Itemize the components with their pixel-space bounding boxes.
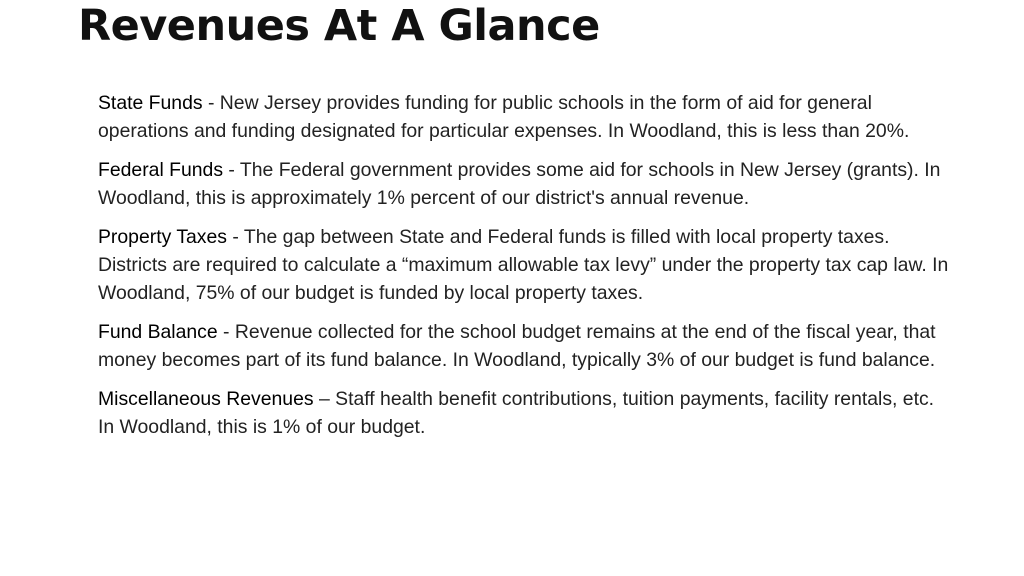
revenue-term: Property Taxes [98, 226, 227, 248]
revenue-item-fund-balance [98, 318, 950, 374]
revenue-term: Fund Balance [98, 321, 218, 343]
revenue-term: Federal Funds [98, 159, 224, 181]
slide-title: Revenues At A Glance [78, 1, 600, 51]
revenue-item-property-taxes [98, 223, 950, 307]
revenue-term: State Funds [98, 92, 203, 114]
revenue-description: – Staff health benefit contributions, tuition payments, facility rentals, etc. In Woodland, this is 1% of our budget. [98, 388, 935, 438]
revenue-item-state-funds [98, 89, 950, 145]
revenue-description: - New Jersey provides funding for public schools in the form of aid for general operations and funding designated for particular expenses. In Woodland, this is less than 20%. [98, 92, 910, 142]
revenue-list [98, 89, 950, 452]
revenue-item-miscellaneous-revenues [98, 385, 950, 441]
revenue-term: Miscellaneous Revenues [98, 388, 314, 410]
revenue-description: - The gap between State and Federal funds is filled with local property taxes. Districts are required to calculate a “maximum allowable tax levy” under the property tax cap law. In Woodland, 75% of our budget is funded by local property taxes. [98, 226, 949, 304]
revenue-description: - The Federal government provides some aid for schools in New Jersey (grants). In Woodland, this is approximately 1% percent of our district's annual revenue. [98, 159, 941, 209]
revenue-description: - Revenue collected for the school budget remains at the end of the fiscal year, that money becomes part of its fund balance. In Woodland, typically 3% of our budget is fund balance. [98, 321, 936, 371]
revenue-item-federal-funds [98, 156, 950, 212]
